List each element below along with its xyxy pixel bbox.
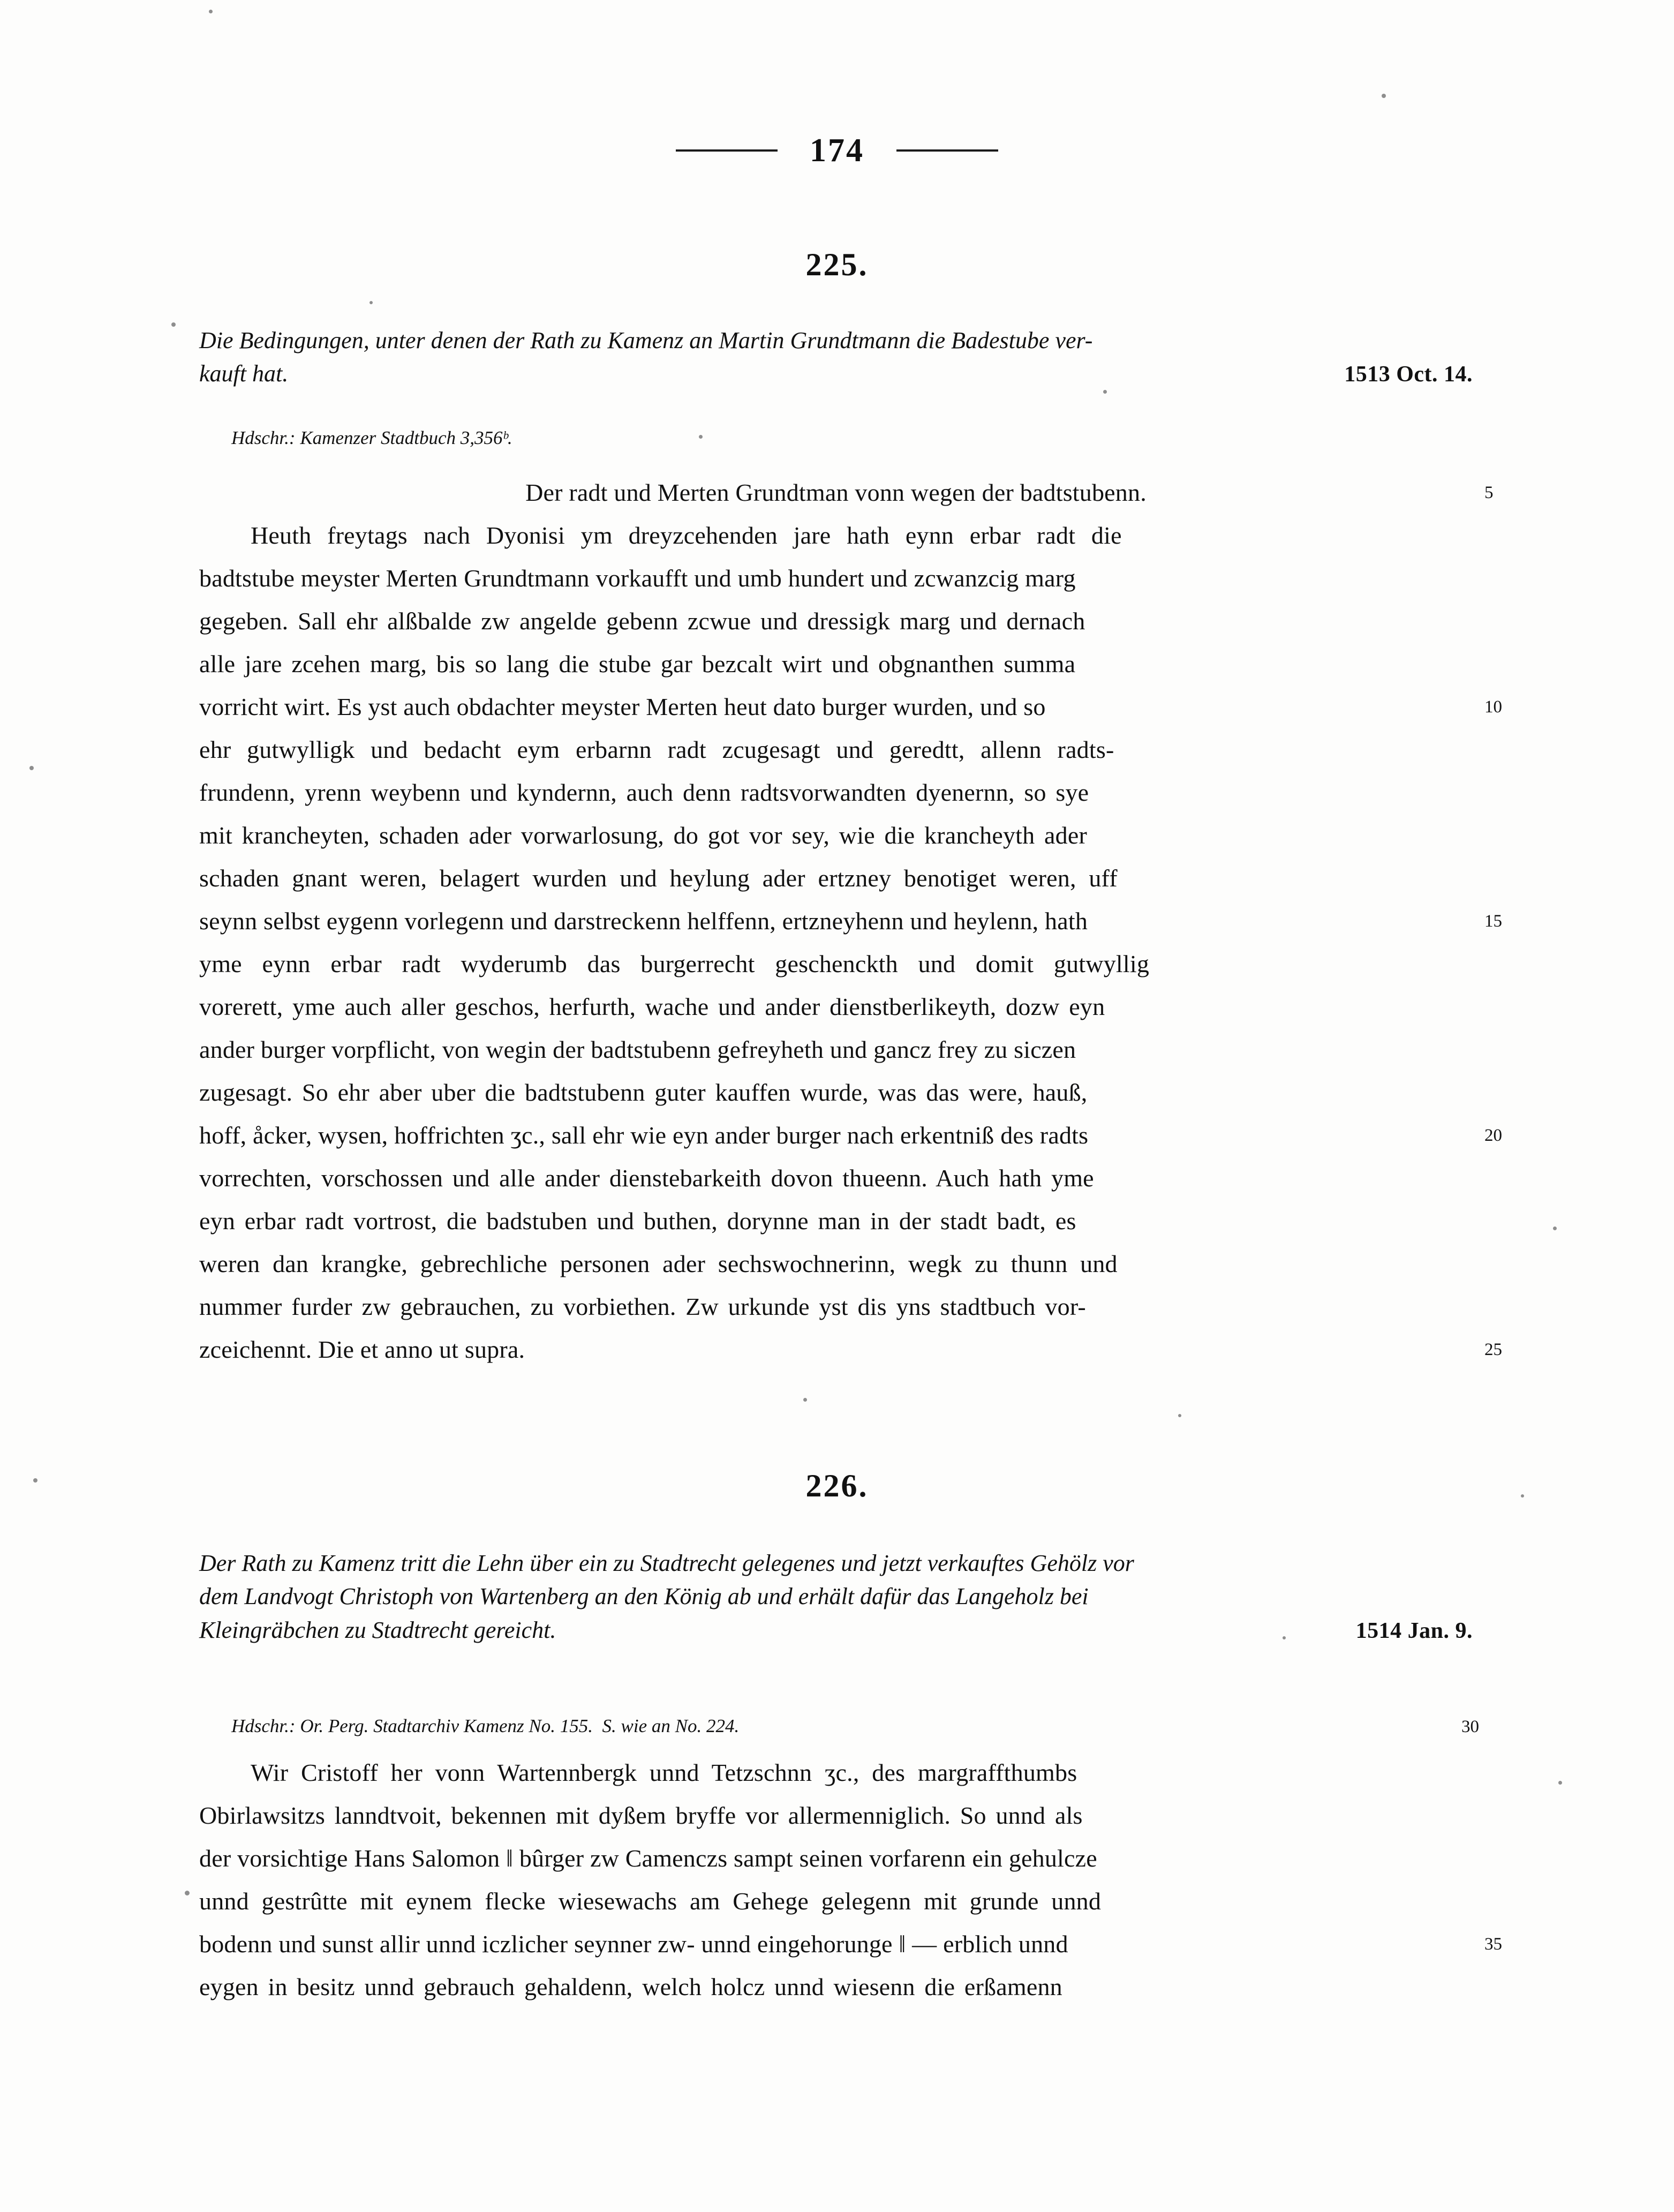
body-line	[199, 1794, 1473, 1837]
body-line	[199, 471, 1494, 514]
scan-speck	[1521, 1494, 1524, 1498]
scan-speck	[185, 1891, 190, 1895]
body-line	[199, 1157, 1473, 1200]
regest-date-225: 1513 Oct. 14.	[1344, 362, 1473, 387]
regest-last-line	[199, 357, 1473, 391]
head-rule-right-icon	[896, 149, 998, 152]
head-rule-left-icon	[676, 149, 778, 152]
body-line	[199, 1200, 1473, 1243]
body-line	[199, 1837, 1473, 1880]
source-note-text: Hdschr.: Kamenzer Stadtbuch 3,356ᵇ.	[231, 427, 512, 448]
body-line-text: unnd gestrûtte mit eynem flecke wiesewachs am Gehege gelegenn mit grunde unnd	[199, 1887, 1102, 1915]
body-line	[199, 1923, 1502, 1966]
body-line	[199, 1751, 1473, 1794]
body-line-text: yme eynn erbar radt wyderumb das burgerrecht geschenckth und domit gutwyllig	[199, 950, 1150, 977]
body-line-text: ehr gutwylligk und bedacht eym erbarnn radt zcugesagt und geredtt, allenn radts-	[199, 736, 1114, 763]
body-line	[199, 1328, 1502, 1371]
body-line-text: Wir Cristoff her vonn Wartennbergk unnd Tetzschnn ʒc., des margraffthumbs	[251, 1759, 1077, 1786]
scan-speck	[29, 766, 34, 770]
body-line	[199, 1114, 1502, 1157]
body-line	[199, 600, 1473, 643]
body-line	[199, 686, 1502, 728]
line-number-marker: 35	[1484, 1935, 1502, 1954]
body-text-226	[199, 1751, 1502, 2008]
regest-line: kauft hat.	[199, 360, 289, 387]
body-line	[199, 771, 1473, 814]
scan-speck	[1178, 1414, 1181, 1417]
body-line-text: zugesagt. So ehr aber uber die badtstubenn guter kauffen wurde, was das were, hauß,	[199, 1079, 1088, 1106]
body-line-text: eygen in besitz unnd gebrauch gehaldenn, welch holcz unnd wiesenn die erßamenn	[199, 1973, 1062, 2000]
scan-speck	[1382, 94, 1386, 98]
body-line	[199, 728, 1473, 771]
body-line-text: Heuth freytags nach Dyonisi ym dreyzcehenden jare hath eynn erbar radt die	[251, 522, 1122, 549]
scan-speck	[803, 1398, 807, 1402]
body-line-text: bodenn und sunst allir unnd iczlicher seynner zw- unnd eingehorunge ‖ — erblich unnd	[199, 1930, 1068, 1958]
body-line-text: vorrechten, vorschossen und alle ander dienstebarkeith dovon thueenn. Auch hath yme	[199, 1164, 1094, 1192]
body-line	[199, 557, 1473, 600]
scan-speck	[1283, 1636, 1286, 1639]
line-number-marker: 15	[1484, 912, 1502, 931]
body-line	[199, 857, 1473, 900]
body-line	[199, 1966, 1473, 2008]
regest-225	[199, 324, 1473, 391]
body-text-225	[199, 471, 1502, 1371]
line-number-marker: 20	[1484, 1126, 1502, 1145]
source-note-225	[231, 426, 1479, 450]
body-line	[199, 814, 1473, 857]
body-line	[199, 985, 1473, 1028]
body-line-text: alle jare zcehen marg, bis so lang die stube gar bezcalt wirt und obgnanthen summa	[199, 650, 1076, 678]
folio-number: 174	[810, 132, 864, 169]
body-line-text: vorricht wirt. Es yst auch obdachter meyster Merten heut dato burger wurden, und so	[199, 693, 1046, 720]
section-number-225: 225.	[805, 247, 869, 282]
source-note-text: Hdschr.: Or. Perg. Stadtarchiv Kamenz No. 155. S. wie an No. 224.	[231, 1716, 740, 1736]
line-number-marker: 25	[1484, 1340, 1502, 1359]
scan-speck	[699, 435, 703, 439]
source-note-226	[231, 1714, 1479, 1739]
regest-line: Der Rath zu Kamenz tritt die Lehn über ein zu Stadtrecht gelegenes und jetzt verkauftes Gehölz vor	[199, 1550, 1134, 1576]
body-line-text: der vorsichtige Hans Salomon ‖ bûrger zw Camenczs sampt seinen vorfarenn ein gehulcze	[199, 1845, 1097, 1872]
scan-speck	[370, 301, 373, 304]
body-line	[199, 643, 1473, 686]
body-line-text: eyn erbar radt vortrost, die badstuben und buthen, dorynne man in der stadt badt, es	[199, 1207, 1076, 1235]
body-line	[199, 1243, 1473, 1285]
scan-speck	[1558, 1781, 1562, 1785]
body-line	[199, 1880, 1473, 1923]
regest-226	[199, 1547, 1473, 1647]
body-line	[199, 1285, 1473, 1328]
body-line-text: vorerett, yme auch aller geschos, herfurth, wache und ander dienstberlikeyth, dozw eyn	[199, 993, 1105, 1020]
body-line	[199, 900, 1502, 943]
body-line-text: hoff, åcker, wysen, hoffrichten ʒc., sall ehr wie eyn ander burger nach erkentniß des radts	[199, 1122, 1089, 1149]
body-line-text: gegeben. Sall ehr alßbalde zw angelde gebenn zcwue und dressigk marg und dernach	[199, 607, 1085, 635]
scan-speck	[209, 10, 213, 13]
body-line	[199, 514, 1473, 557]
body-line-text: ander burger vorpflicht, von wegin der badtstubenn gefreyheth und gancz frey zu siczen	[199, 1036, 1076, 1063]
body-line	[199, 943, 1473, 985]
regest-line: Kleingräbchen zu Stadtrecht gereicht.	[199, 1616, 556, 1643]
regest-date-226: 1514 Jan. 9.	[1355, 1618, 1473, 1643]
scan-speck	[1103, 390, 1107, 394]
body-line-text: seynn selbst eygenn vorlegenn und darstreckenn helffenn, ertzneyhenn und heylenn, hath	[199, 907, 1088, 935]
scan-speck	[33, 1478, 37, 1483]
running-head	[0, 134, 1674, 167]
body-line-text: zceichennt. Die et anno ut supra.	[199, 1336, 525, 1363]
section-number-226: 226.	[805, 1468, 869, 1503]
body-line-text: mit krancheyten, schaden ader vorwarlosung, do got vor sey, wie die krancheyth ader	[199, 822, 1088, 849]
body-line-text: schaden gnant weren, belagert wurden und heylung ader ertzney benotiget weren, uff	[199, 864, 1118, 892]
body-line	[199, 1071, 1473, 1114]
line-number-marker: 10	[1484, 697, 1502, 717]
body-line-text: frundenn, yrenn weybenn und kyndernn, auch denn radtsvorwandten dyenernn, so sye	[199, 779, 1089, 806]
source-note-linenumber: 30	[1461, 1717, 1479, 1736]
body-line-text: Obirlawsitzs lanndtvoit, bekennen mit dyßem bryffe vor allermenniglich. So unnd als	[199, 1802, 1083, 1829]
body-line	[199, 1028, 1473, 1071]
line-number-marker: 5	[1484, 483, 1494, 502]
body-line-text: nummer furder zw gebrauchen, zu vorbiethen. Zw urkunde yst dis yns stadtbuch vor-	[199, 1293, 1086, 1320]
regest-last-line	[199, 1614, 1473, 1647]
scan-speck	[171, 322, 176, 327]
regest-line: Die Bedingungen, unter denen der Rath zu Kamenz an Martin Grundtmann die Badestube ver-	[199, 327, 1093, 353]
scan-speck	[1553, 1227, 1557, 1230]
body-line-text: Der radt und Merten Grundtman vonn wegen der badtstubenn.	[525, 479, 1147, 506]
regest-line: dem Landvogt Christoph von Wartenberg an den König ab und erhält dafür das Langeholz bei	[199, 1583, 1089, 1610]
body-line-text: badtstube meyster Merten Grundtmann vorkaufft und umb hundert und zcwanzcig marg	[199, 565, 1076, 592]
body-line-text: weren dan krangke, gebrechliche personen ader sechswochnerinn, wegk zu thunn und	[199, 1250, 1118, 1277]
